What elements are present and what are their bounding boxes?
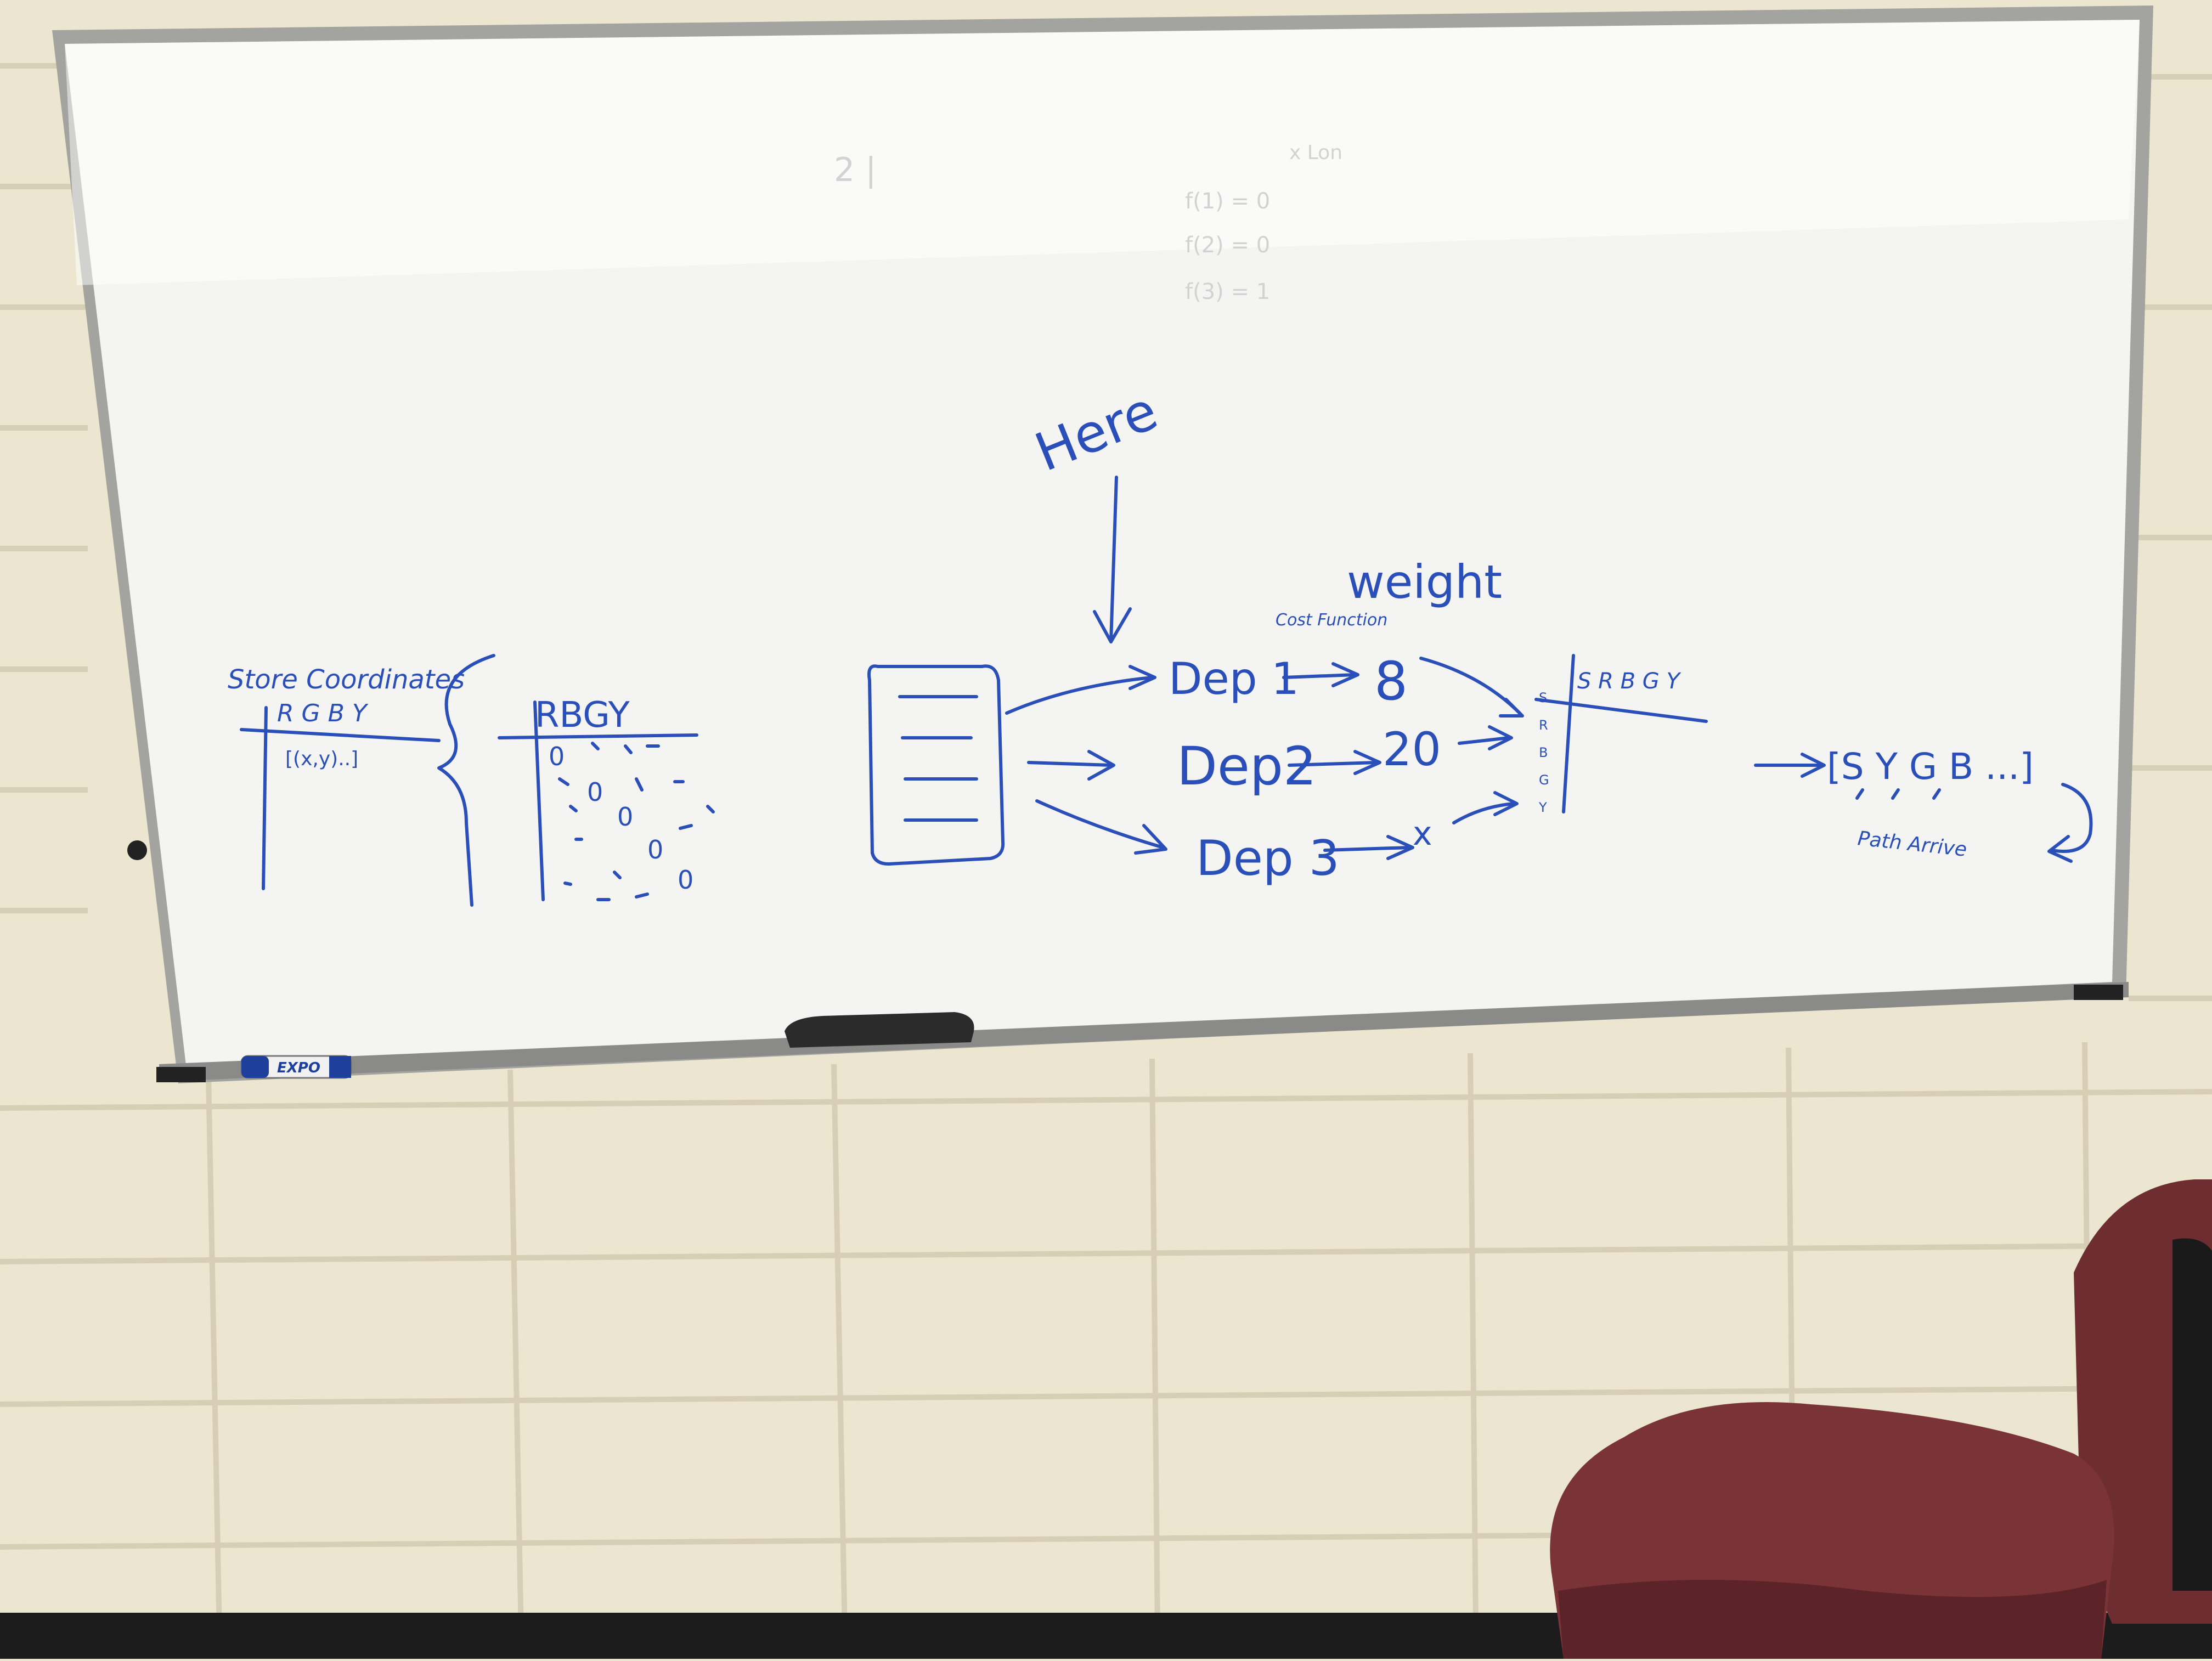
dep-2-label: Dep2 — [1177, 736, 1317, 797]
dep-2-weight: 20 — [1383, 722, 1441, 776]
magnet-left — [127, 840, 147, 860]
dep-3-weight: x — [1413, 815, 1432, 853]
result-row-label-s: S — [1539, 690, 1548, 705]
here-label: Here — [1026, 380, 1166, 484]
ghost-text-5: f(3) = 1 — [1185, 279, 1271, 304]
eraser — [785, 1012, 974, 1048]
ghost-text-3: f(1) = 0 — [1185, 189, 1271, 214]
store-coordinates-title: Store Coordinates — [228, 664, 465, 695]
grid-zero-4: 0 — [647, 835, 664, 865]
store-table-header: R G B Y — [277, 699, 367, 727]
result-table-header: S R B G Y — [1577, 669, 1680, 694]
rbgy-grid-header: RBGY — [535, 695, 630, 736]
weight-label: weight — [1347, 555, 1503, 609]
cost-function-label: Cost Function — [1276, 611, 1388, 630]
grid-zero-2: 0 — [587, 777, 603, 807]
marker-brand-label: EXPO — [277, 1060, 320, 1076]
ghost-text-4: f(2) = 0 — [1185, 233, 1271, 258]
whiteboard — [52, 5, 2153, 1083]
ghost-text-1: 2 | — [834, 151, 877, 189]
dep-3-label: Dep 3 — [1196, 830, 1340, 886]
result-row-label-g: G — [1539, 772, 1549, 788]
result-row-label-b: B — [1539, 745, 1548, 760]
grid-zero-3: 0 — [617, 802, 634, 832]
path-sequence: [S Y G B ...] — [1827, 745, 2034, 788]
store-table-cell: [(x,y)..] — [285, 748, 359, 770]
result-row-label-y: Y — [1539, 800, 1547, 815]
path-arrive-caption: Path Arrive — [1857, 827, 1968, 861]
result-row-label-r: R — [1539, 717, 1548, 733]
dep-1-weight: 8 — [1374, 651, 1408, 712]
expo-marker — [241, 1056, 351, 1078]
dep-1-label: Dep 1 — [1169, 653, 1299, 704]
ghost-text-2: x Lon — [1289, 142, 1343, 164]
grid-zero-1: 0 — [549, 742, 565, 771]
grid-zero-5: 0 — [678, 865, 694, 895]
